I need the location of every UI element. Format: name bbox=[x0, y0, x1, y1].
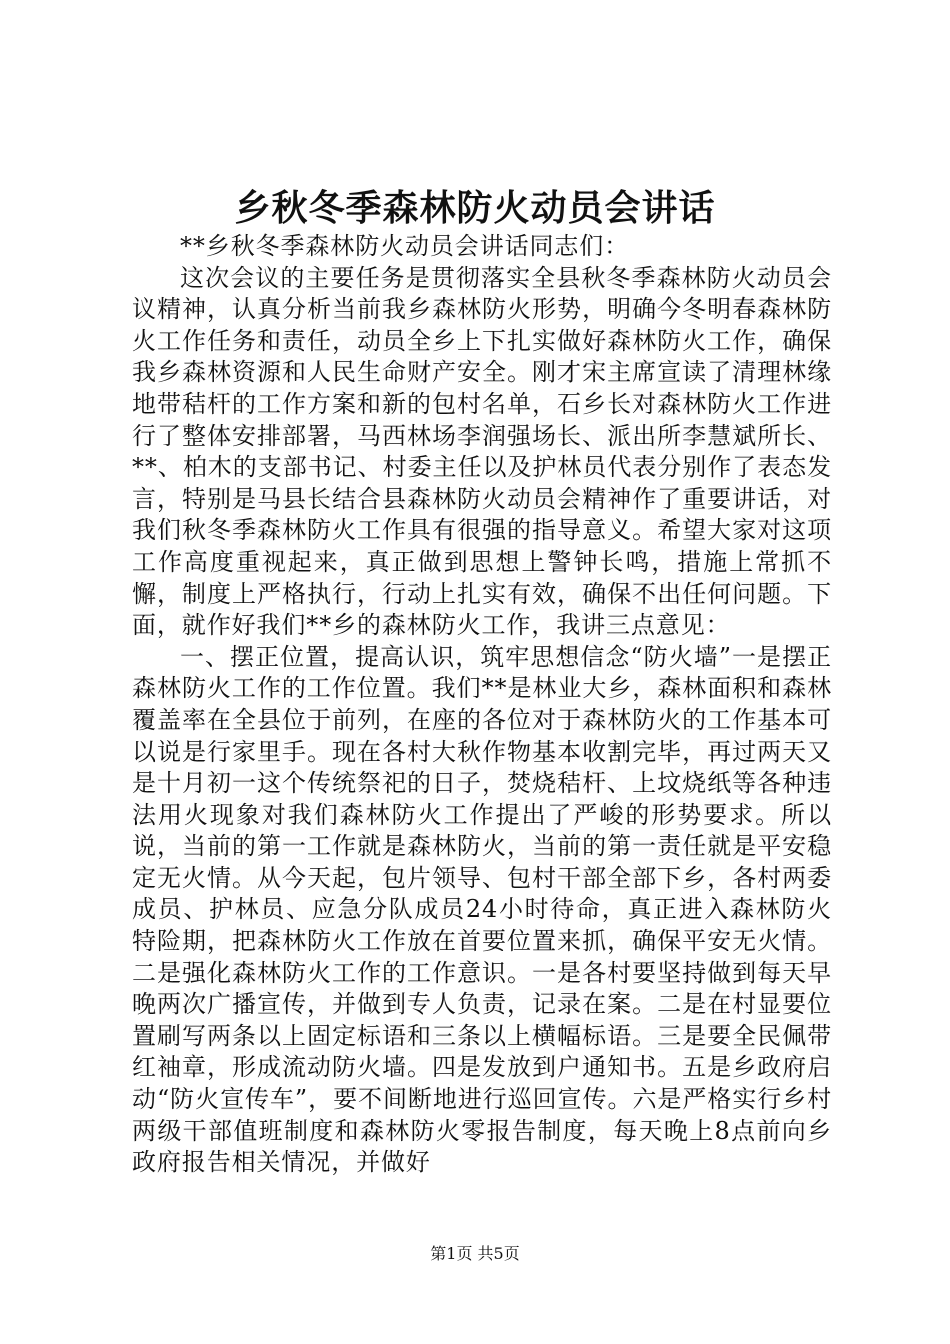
section-one-paragraph: 一、摆正位置，提高认识，筑牢思想信念“防火墙”一是摆正森林防火工作的工作位置。我们**是林业大乡，森林面积和森林覆盖率在全县位于前列，在座的各位对于森林防火的工作基本可以说是行家里手。现在各村大秋作物基本收割完毕，再过两天又是十月初一这个传统祭祀的日子，焚烧秸杆、上坟烧纸等各种违法用火现象对我们森林防火工作提出了严峻的形势要求。所以说，当前的第一工作就是森林防火，当前的第一责任就是平安稳定无火情。从今天起，包片领导、包村干部全部下乡，各村两委成员、护林员、应急分队成员24小时待命，真正进入森林防火特险期，把森林防火工作放在首要位置来抓，确保平安无火情。二是强化森林防火工作的工作意识。一是各村要坚持做到每天早晚两次广播宣传，并做到专人负责，记录在案。二是在村显要位置刷写两条以上固定标语和三条以上横幅标语。三是要全民佩带红袖章，形成流动防火墙。四是发放到户通知书。五是乡政府启动“防火宣传车”，要不间断地进行巡回宣传。六是严格实行乡村两级干部值班制度和森林防火零报告制度，每天晚上8点前向乡政府报告相关情况，并做好 bbox=[132, 642, 832, 1177]
document-body bbox=[132, 231, 832, 1179]
page-number-footer: 第1页 共5页 bbox=[430, 1244, 520, 1263]
document-title: 乡秋冬季森林防火动员会讲话 bbox=[234, 187, 716, 229]
greeting-paragraph: **乡秋冬季森林防火动员会讲话同志们： bbox=[180, 232, 630, 260]
intro-paragraph: 这次会议的主要任务是贯彻落实全县秋冬季森林防火动员会议精神，认真分析当前我乡森林防火形势，明确今冬明春森林防火工作任务和责任，动员全乡上下扎实做好森林防火工作，确保我乡森林资源和人民生命财产安全。刚才宋主席宣读了清理林缘地带秸杆的工作方案和新的包村名单，石乡长对森林防火工作进行了整体安排部署，马西林场李润强场长、派出所李慧斌所长、**、柏木的支部书记、村委主任以及护林员代表分别作了表态发言，特别是马县长结合县森林防火动员会精神作了重要讲话，对我们秋冬季森林防火工作具有很强的指导意义。希望大家对这项工作高度重视起来，真正做到思想上警钟长鸣，措施上常抓不懈，制度上严格执行，行动上扎实有效，确保不出任何问题。下面，就作好我们**乡的森林防火工作，我讲三点意见： bbox=[132, 263, 832, 640]
